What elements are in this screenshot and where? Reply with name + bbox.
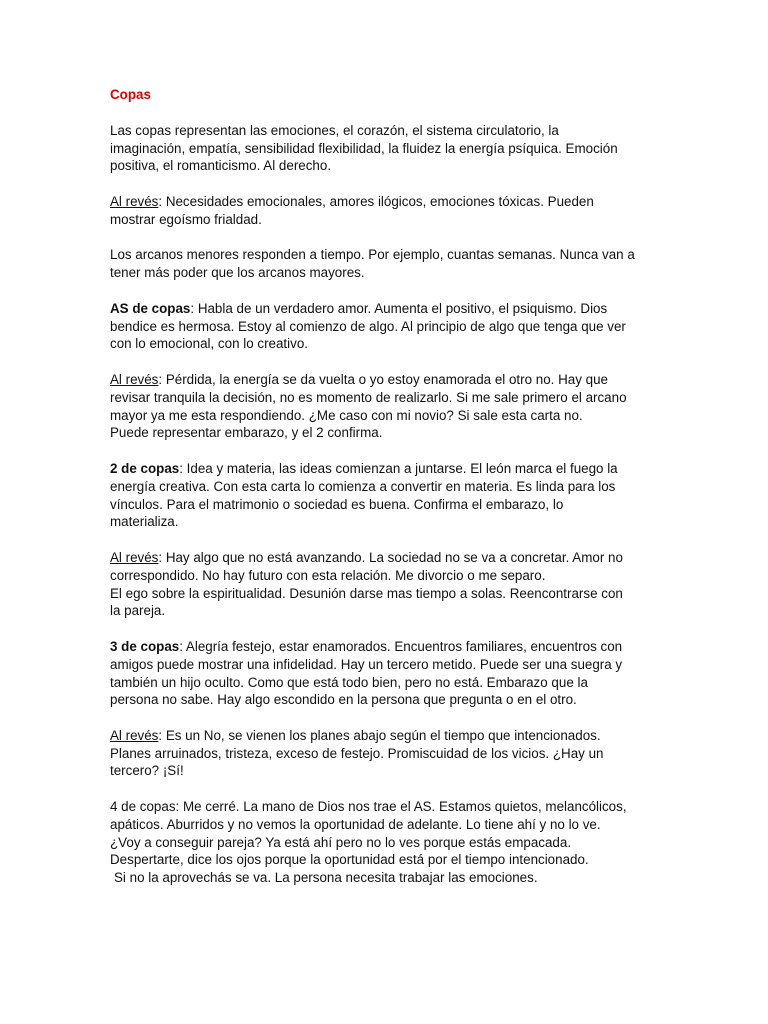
as-copas-paragraph [110,300,670,353]
paragraph-text: : Hay algo que no está avanzando. La sociedad no se va a concretar. Amor no [158,549,623,565]
dos-copas-paragraph [110,460,670,531]
paragraph-text: : Necesidades emocionales, amores ilógicos, emociones tóxicas. Pueden [158,193,594,209]
arcanos-paragraph [110,246,670,282]
paragraph-line: con lo emocional, con lo creativo. [110,336,308,352]
paragraph-line: mayor ya me esta respondiendo. ¿Me caso con mi novio? Si sale esta carta no. [110,407,583,423]
paragraph-line [110,549,670,567]
paragraph-line: correspondido. No hay futuro con esta relación. Me divorcio o me separo. [110,567,546,583]
paragraph-line [110,638,670,656]
paragraph-line: Puede representar embarazo, y el 2 confirma. [110,425,383,441]
paragraph-text: : Pérdida, la energía se da vuelta o yo estoy enamorada el otro no. Hay que [158,371,608,387]
paragraph-line: Planes arruinados, tristeza, exceso de festejo. Promiscuidad de los vicios. ¿Hay un [110,745,604,761]
paragraph-line: también un hijo oculto. Como que está todo bien, pero no está. Embarazo que la [110,674,588,690]
reves-general-paragraph [110,193,670,229]
paragraph-text: : Habla de un verdadero amor. Aumenta el positivo, el psiquismo. Dios [190,300,608,316]
intro-line: Las copas representan las emociones, el corazón, el sistema circulatorio, la [110,122,559,138]
reves-label: Al revés [110,193,159,209]
document-page [110,86,670,905]
card-label: 2 de copas [110,460,180,476]
paragraph-line [110,193,670,211]
paragraph-line: amigos puede mostrar una infidelidad. Hay un tercero metido. Puede ser una suegra y [110,656,623,672]
paragraph-line: Los arcanos menores responden a tiempo. Por ejemplo, cuantas semanas. Nunca van a [110,247,635,263]
paragraph-line [110,300,670,318]
paragraph-line: revisar tranquila la decisión, no es momento de realizarlo. Si me sale primero el arcano [110,389,627,405]
paragraph-text: : Alegría festejo, estar enamorados. Encuentros familiares, encuentros con [179,638,623,654]
reves-label: Al revés [110,371,159,387]
paragraph-line [110,727,670,745]
intro-line: imaginación, empatía, sensibilidad flexibilidad, la fluidez la energía psíquica. Emoción [110,140,618,156]
paragraph-line: Si no la aprovechás se va. La persona necesita trabajar las emociones. [114,870,538,886]
card-label: 3 de copas [110,638,180,654]
reves-label: Al revés [110,549,159,565]
tres-copas-paragraph [110,638,670,709]
paragraph-line: 4 de copas: Me cerré. La mano de Dios nos trae el AS. Estamos quietos, melancólicos, [110,799,627,815]
paragraph-line: la pareja. [110,603,166,619]
paragraph-line: bendice es hermosa. Estoy al comienzo de algo. Al principio de algo que tenga que ver [110,318,626,334]
paragraph-line: tener más poder que los arcanos mayores. [110,265,365,281]
paragraph-line [110,460,670,478]
intro-line: positiva, el romanticismo. Al derecho. [110,158,332,174]
paragraph-line: tercero? ¡Sí! [110,763,184,779]
paragraph-line: apáticos. Aburridos y no vemos la oportunidad de adelante. Lo tiene ahí y no lo ve. [110,816,601,832]
as-reves-paragraph [110,371,670,442]
paragraph-text: : Es un No, se vienen los planes abajo según el tiempo que intencionados. [158,727,601,743]
paragraph-line: mostrar egoísmo frialdad. [110,211,262,227]
paragraph-line: persona no sabe. Hay algo escondido en la persona que pregunta o en el otro. [110,692,577,708]
reves-label: Al revés [110,727,159,743]
tres-reves-paragraph [110,727,670,780]
card-label: AS de copas [110,300,191,316]
paragraph-line: Despertarte, dice los ojos porque la oportunidad está por el tiempo intencionado. [110,852,589,868]
intro-paragraph [110,122,670,175]
paragraph-line: vínculos. Para el matrimonio o sociedad es buena. Confirma el embarazo, lo [110,496,564,512]
dos-reves-paragraph [110,549,670,620]
paragraph-line: energía creativa. Con esta carta lo comienza a convertir en materia. Es linda para los [110,478,616,494]
paragraph-line: materializa. [110,514,179,530]
paragraph-line: El ego sobre la espiritualidad. Desunión darse mas tiempo a solas. Reencontrarse con [110,585,623,601]
document-title: Copas [110,87,151,102]
cuatro-copas-paragraph [110,798,670,887]
paragraph-line [110,371,670,389]
paragraph-line: ¿Voy a conseguir pareja? Ya está ahí pero no lo ves porque estás empacada. [110,834,572,850]
paragraph-text: : Idea y materia, las ideas comienzan a juntarse. El león marca el fuego la [179,460,618,476]
